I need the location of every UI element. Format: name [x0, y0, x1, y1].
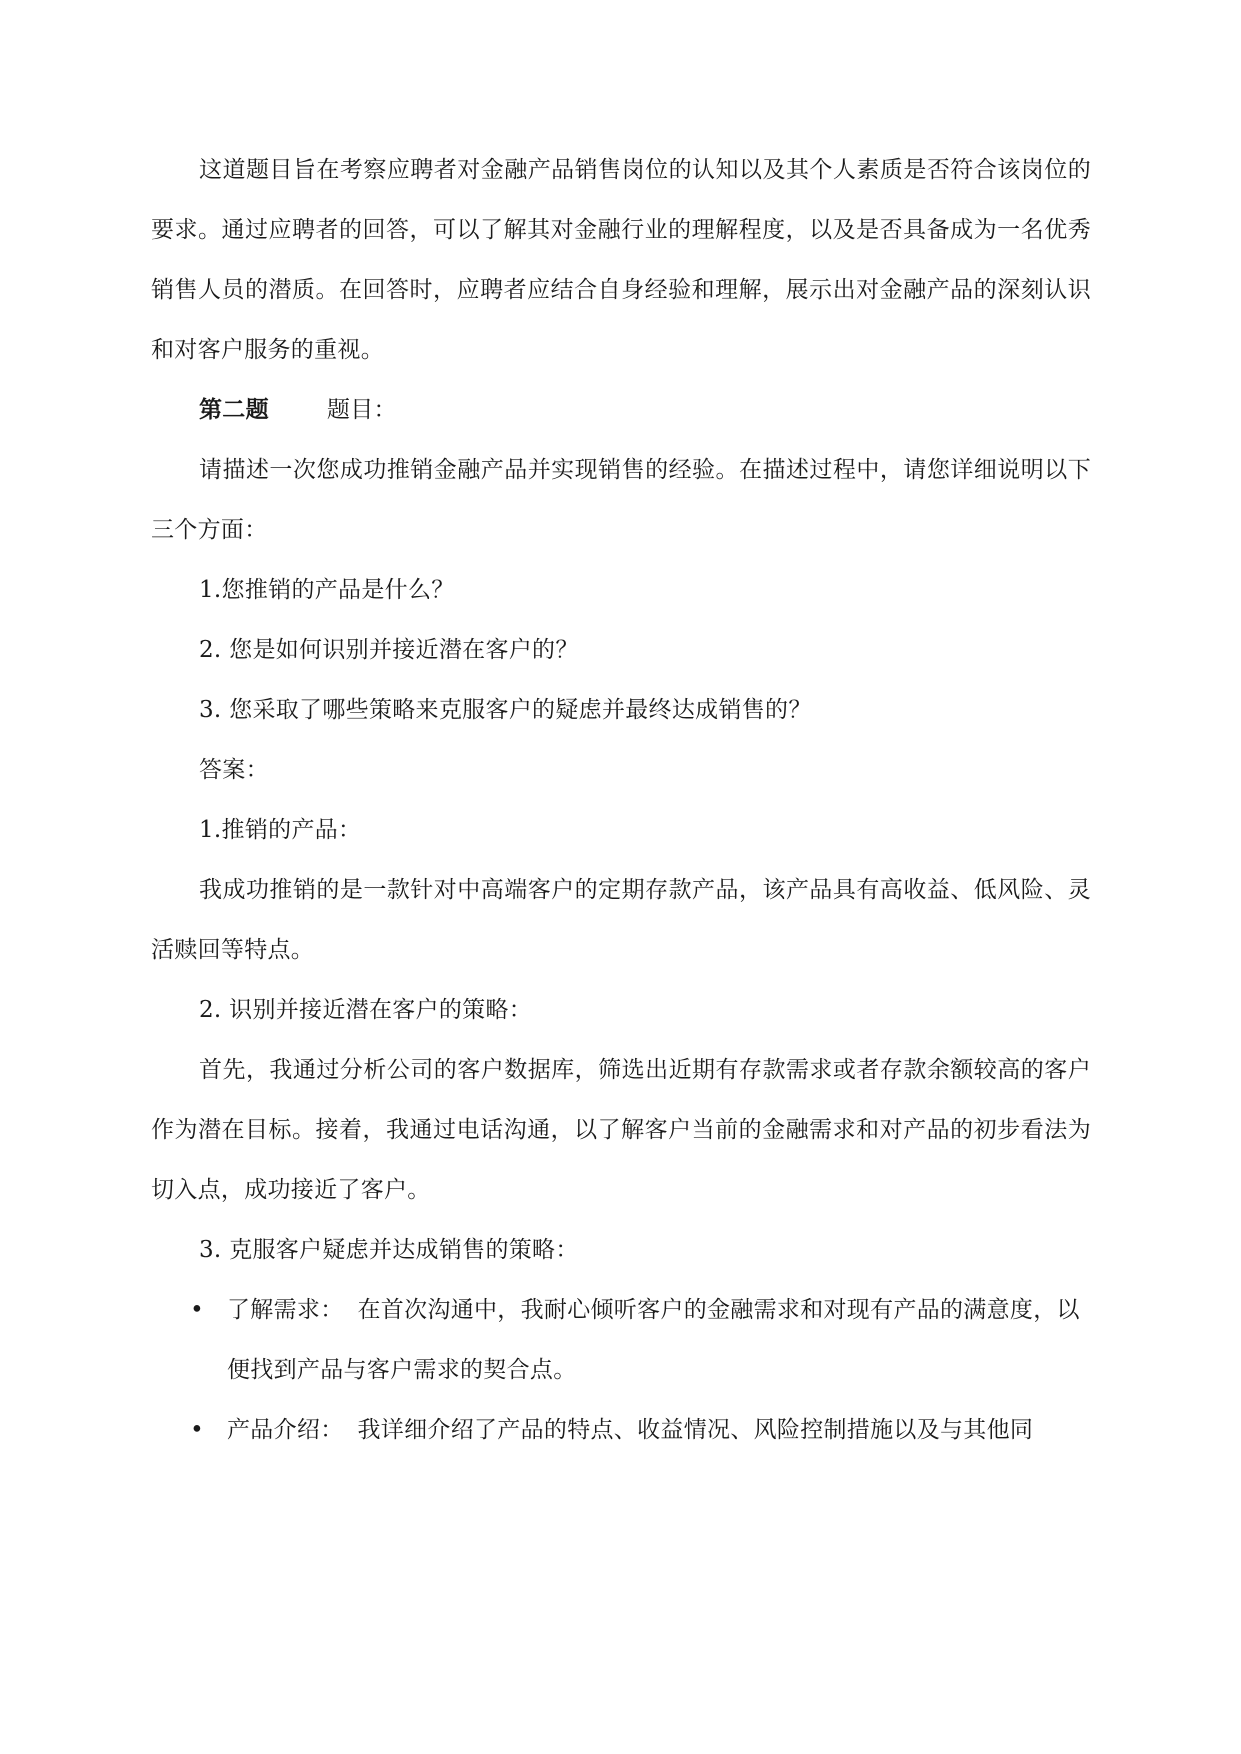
answer-section-2-title: 2. 识别并接近潜在客户的策略： — [199, 997, 533, 1023]
bullet-dot-icon: • — [190, 1417, 204, 1443]
answer-section-1-body: 我成功推销的是一款针对中高端客户的定期存款产品，该产品具有高收益、低风险、灵活赎回等特点。 — [151, 877, 1091, 963]
strategy-bullet-1-label: 了解需求： — [227, 1297, 344, 1323]
bullet-dot-icon: • — [190, 1297, 204, 1323]
question-heading — [151, 380, 1091, 440]
intro-paragraph: 这道题目旨在考察应聘者对金融产品销售岗位的认知以及其个人素质是否符合该岗位的要求。通过应聘者的回答，可以了解其对金融行业的理解程度，以及是否具备成为一名优秀销售人员的潜质。在回答时，应聘者应结合自身经验和理解，展示出对金融产品的深刻认识和对客户服务的重视。 — [151, 157, 1091, 363]
document-body — [151, 140, 1091, 1460]
strategy-bullet-2-label: 产品介绍： — [227, 1417, 344, 1443]
answer-label: 答案： — [199, 757, 269, 783]
strategy-bullet-2 — [151, 1400, 1091, 1460]
answer-section-3-title: 3. 克服客户疑虑并达成销售的策略： — [199, 1237, 579, 1263]
answer-section-1-title: 1.推销的产品： — [199, 817, 362, 843]
strategy-bullet-1-text: 在首次沟通中，我耐心倾听客户的金融需求和对现有产品的满意度，以便找到产品与客户需求的契合点。 — [227, 1297, 1080, 1383]
question-text: 请描述一次您成功推销金融产品并实现销售的经验。在描述过程中，请您详细说明以下三个方面： — [151, 457, 1091, 543]
question-number: 第二题 — [199, 396, 269, 423]
question-item-2: 2. 您是如何识别并接近潜在客户的？ — [199, 637, 579, 663]
question-item-1: 1.您推销的产品是什么？ — [199, 577, 455, 603]
answer-section-2-body: 首先，我通过分析公司的客户数据库，筛选出近期有存款需求或者存款余额较高的客户作为潜在目标。接着，我通过电话沟通，以了解客户当前的金融需求和对产品的初步看法为切入点，成功接近了客户。 — [151, 1057, 1091, 1203]
strategy-bullet-1 — [151, 1280, 1091, 1400]
strategy-bullet-list — [151, 1280, 1091, 1460]
question-label: 题目： — [326, 397, 397, 423]
strategy-bullet-2-text: 我详细介绍了产品的特点、收益情况、风险控制措施以及与其他同 — [357, 1417, 1034, 1443]
question-item-3: 3. 您采取了哪些策略来克服客户的疑虑并最终达成销售的？ — [199, 697, 812, 723]
